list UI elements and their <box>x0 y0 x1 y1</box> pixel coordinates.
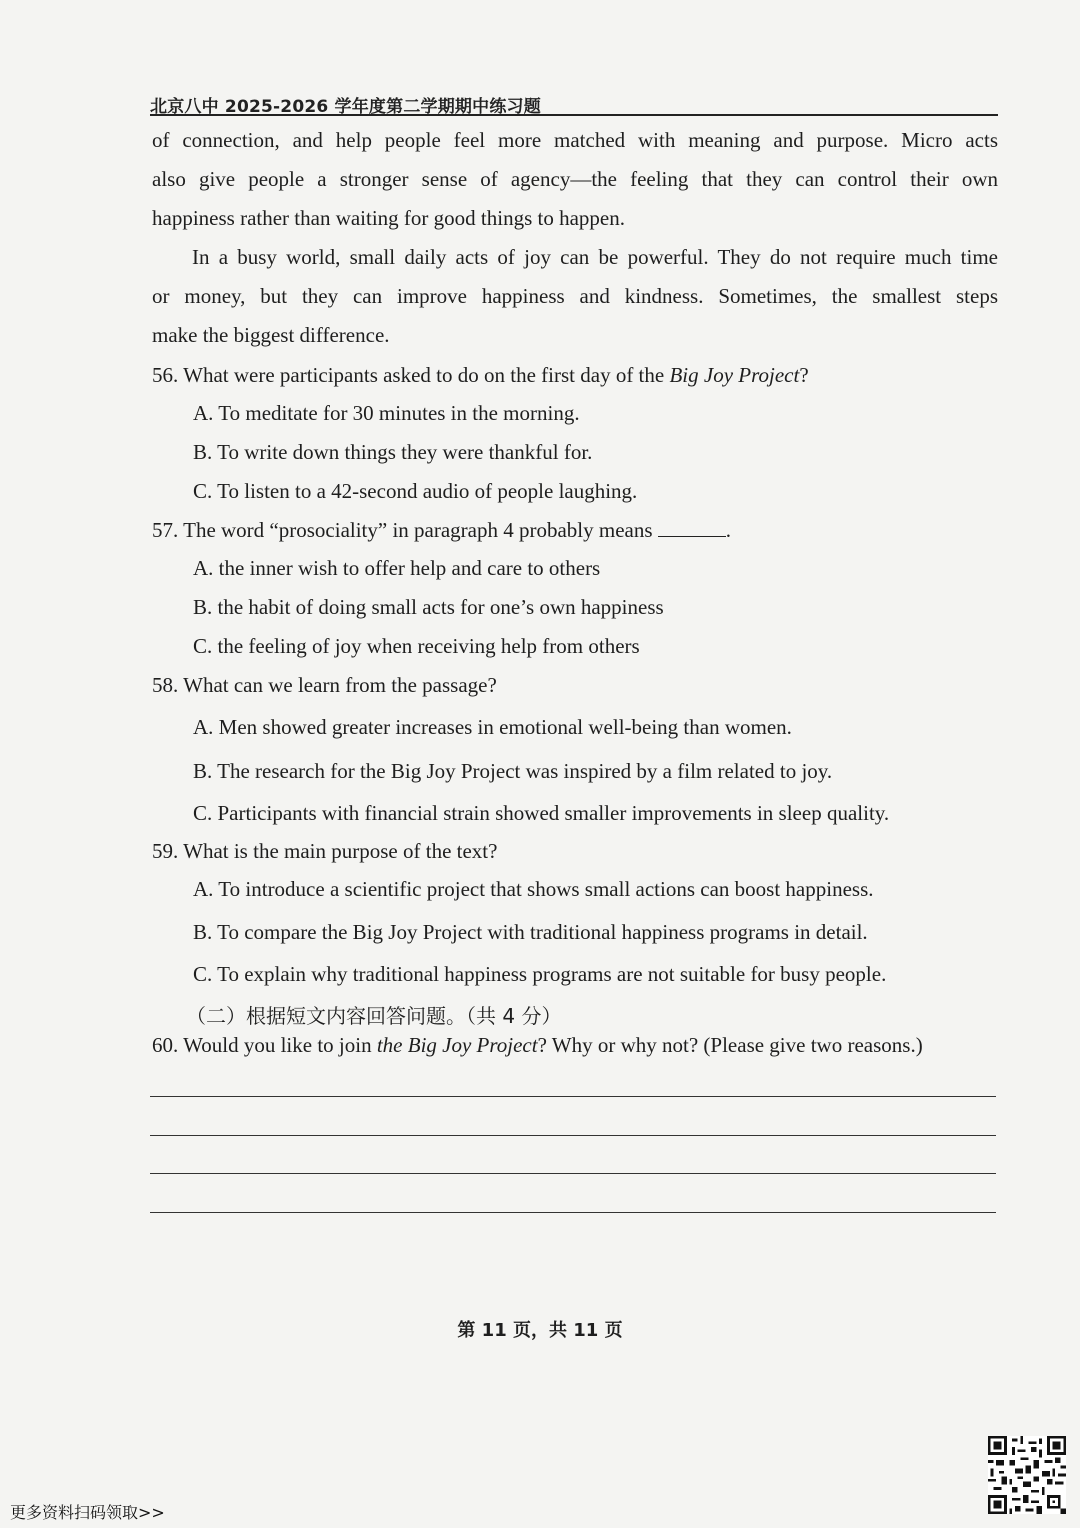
question-56-option-a: A. To meditate for 30 minutes in the morning. <box>193 401 580 425</box>
question-57-stem: 57. The word “prosociality” in paragraph 4 probably means . <box>152 518 732 542</box>
question-59-stem: 59. What is the main purpose of the text? <box>152 839 498 863</box>
answer-line[interactable] <box>150 1135 996 1136</box>
question-59-option-b: B. To compare the Big Joy Project with traditional happiness programs in detail. <box>193 920 868 944</box>
question-57-option-c: C. the feeling of joy when receiving help from others <box>193 634 640 658</box>
question-58-stem: 58. What can we learn from the passage? <box>152 673 497 697</box>
promo-text: 更多资料扫码领取>> <box>10 1503 165 1522</box>
question-58-option-b: B. The research for the Big Joy Project was inspired by a film related to joy. <box>193 759 833 783</box>
answer-blank <box>658 518 726 537</box>
passage-paragraph-2-rest <box>152 277 998 355</box>
passage-line: of connection, and help people feel more matched with meaning and purpose. Micro acts <box>152 128 998 152</box>
page-header <box>150 92 998 116</box>
passage-line: or money, but they can improve happiness and kindness. Sometimes, the smallest steps <box>152 284 998 308</box>
answer-line[interactable] <box>150 1173 996 1174</box>
question-57-option-a: A. the inner wish to offer help and care to others <box>193 556 601 580</box>
passage-line: happiness rather than waiting for good things to happen. <box>152 206 625 230</box>
question-58-option-c: C. Participants with financial strain showed smaller improvements in sleep quality. <box>193 801 890 825</box>
question-59-option-a: A. To introduce a scientific project that shows small actions can boost happiness. <box>193 877 874 901</box>
question-56-option-c: C. To listen to a 42-second audio of people laughing. <box>193 479 638 503</box>
question-56-option-b: B. To write down things they were thankful for. <box>193 440 593 464</box>
qr-code-icon <box>988 1436 1066 1514</box>
passage-paragraph-1 <box>152 121 998 238</box>
question-57-option-b: B. the habit of doing small acts for one’s own happiness <box>193 595 664 619</box>
passage-line: In a busy world, small daily acts of joy can be powerful. They do not require much time <box>192 245 998 269</box>
section-2-title: （二）根据短文内容回答问题。（共 4 分） <box>186 1004 562 1028</box>
answer-line[interactable] <box>150 1212 996 1213</box>
passage-paragraph-2-first <box>192 238 998 277</box>
question-56-stem: 56. What were participants asked to do on the first day of the Big Joy Project? <box>152 363 809 387</box>
answer-line[interactable] <box>150 1096 996 1097</box>
passage-line: make the biggest difference. <box>152 323 390 347</box>
question-58-option-a: A. Men showed greater increases in emotional well-being than women. <box>193 715 792 739</box>
passage-line: also give people a stronger sense of agency—the feeling that they can control their own <box>152 167 998 191</box>
question-59-option-c: C. To explain why traditional happiness programs are not suitable for busy people. <box>193 962 887 986</box>
question-60-stem: 60. Would you like to join the Big Joy Project? Why or why not? (Please give two reasons.) <box>152 1033 923 1057</box>
page-number: 第 11 页，共 11 页 <box>457 1320 623 1341</box>
header-title: 北京八中 2025-2026 学年度第二学期期中练习题 <box>150 97 541 117</box>
